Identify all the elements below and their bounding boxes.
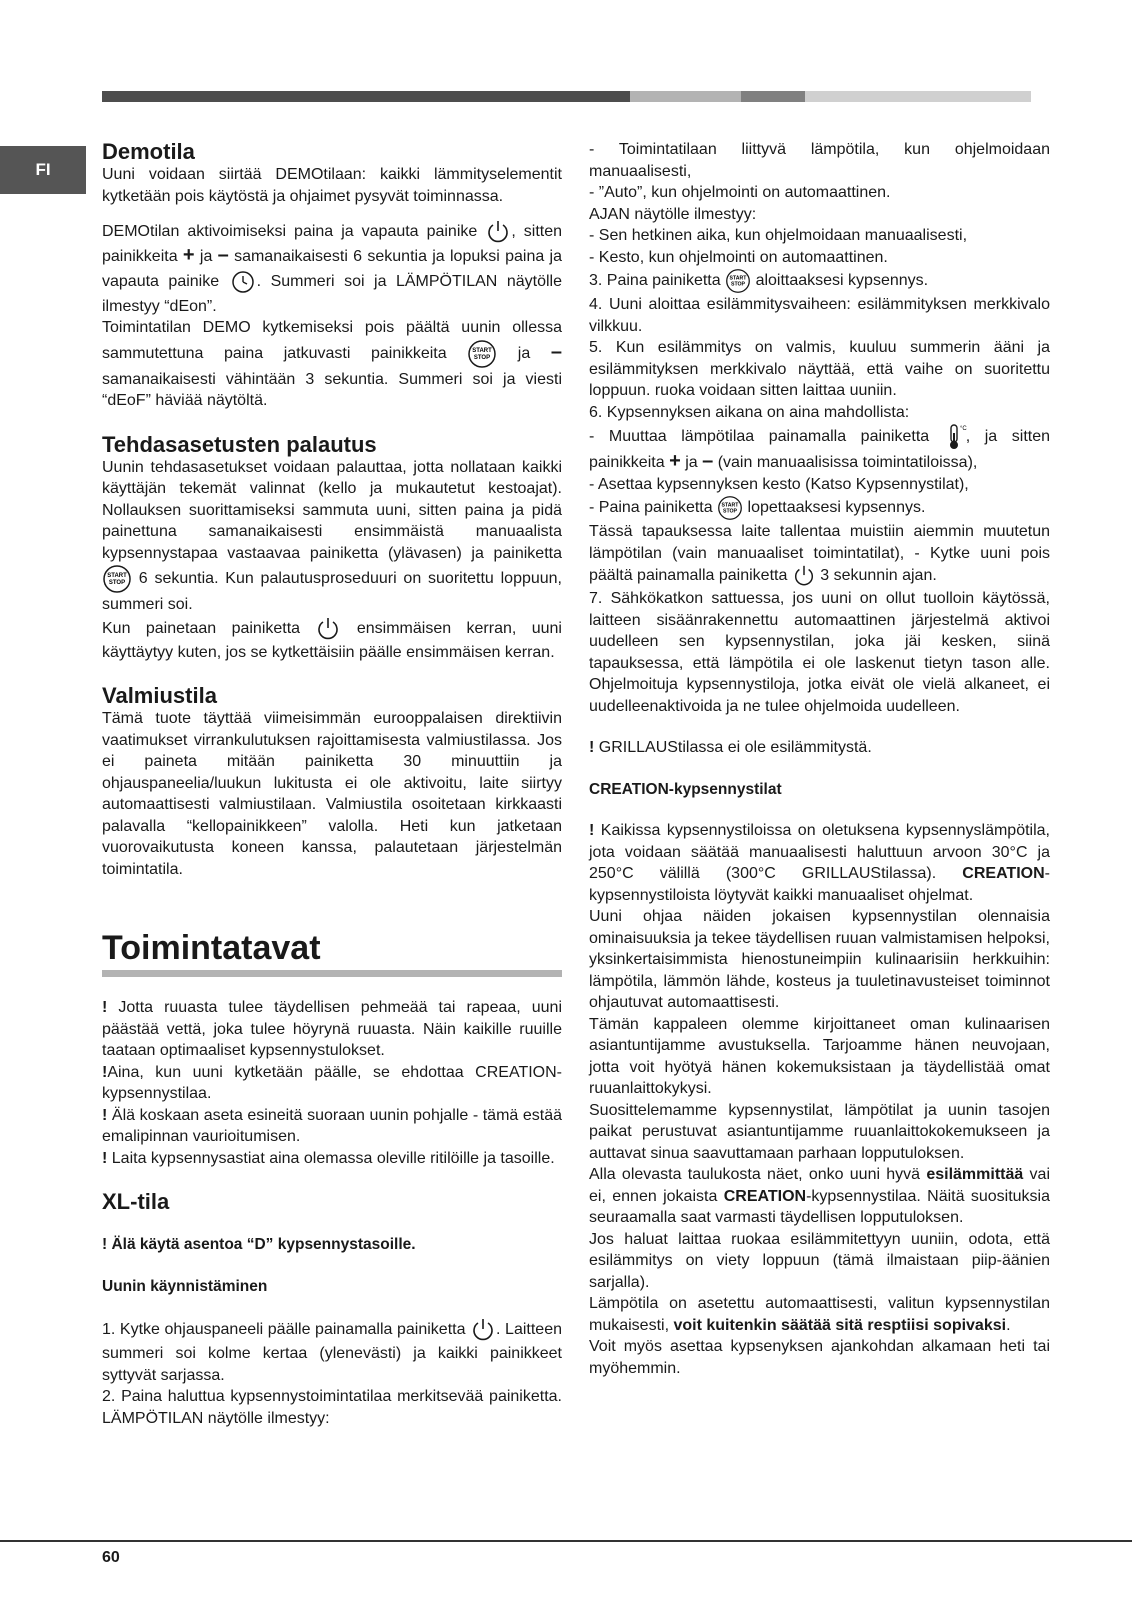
right-line-1: - Toimintatilaan liittyvä lämpötila, kun ohjelmoidaan manuaalisesti,: [589, 141, 1050, 180]
right-step-6-temp: - Muuttaa lämpötilaa painamalla painiketta °C , ja sitten painikkeita + ja – (vain manuaalisissa toimintatiloissa),: [589, 423, 1050, 474]
creation-paragraph-2: Uuni ohjaa näiden jokaisen kypsennystilan olennaisia ominaisuuksia ja tekee täydellisen ruuan valmistamisen helpoksi, yksinkertaisimmista hienostuneimpiin kulinaarisiin herkkuihin: lämpötila, lämmön lähde, kosteus ja tuuletinavusteiset toiminnot ohjautuvat automaattisesti.: [589, 908, 1050, 1011]
plus-icon: +: [182, 244, 195, 266]
creation-paragraph-1: ! Kaikissa kypsennystiloissa on oletuksena kypsennyslämpötila, jota voidaan säätää manuaalisesti haluttuun arvoon 30°C ja 250°C välillä (300°C GRILLAUStilassa). CREATION-kypsennystiloista löytyvät kaikki manuaaliset ohjelmat.: [589, 822, 1050, 904]
right-line-3: AJAN näytölle ilmestyy:: [589, 205, 757, 223]
creation-paragraph-6: Jos haluat laittaa ruokaa esilämmitettyyn uuniin, odota, että esilämmitys on viety loppuun (tämä ilmaistaan piip-äänien sarjalla).: [589, 1230, 1050, 1291]
svg-text:START: START: [472, 347, 492, 354]
power-icon: [792, 564, 816, 588]
start-step-1: 1. Kytke ohjauspaneeli päälle painamalla painiketta . Laitteen summeri soi kolme kertaa (ylenevästi) ja kaikki painikkeet syttyvät sarjassa.: [102, 1317, 562, 1386]
start-stop-icon: [467, 339, 497, 369]
heading-rule: [102, 970, 562, 977]
creation-paragraph-4: Suosittelemamme kypsennystilat, lämpötilat ja uunin tasojen paikat perustuvat asiantuntijamme ruuanlaittokokemukseen ja auttavat sinua saavuttamaan parhaan lopputuloksen.: [589, 1101, 1050, 1162]
creation-paragraph-8: Voit myös asettaa kypsenyksen ajankohdan alkamaan heti tai myöhemmin.: [589, 1338, 1050, 1377]
power-icon: [315, 616, 341, 642]
svg-text:STOP: STOP: [474, 354, 491, 361]
xl-warning: ! Älä käytä asentoa “D” kypsennystasoille.: [102, 1236, 416, 1253]
demo-paragraph-2: DEMOtilan aktivoimiseksi paina ja vapauta painike , sitten painikkeita + ja – samanaikaisesti 6 sekuntia ja lopuksi paina ja vapauta painike . Summeri soi ja LÄMPÖTILAN näytölle ilmestyy “dEon”.: [102, 219, 562, 317]
minus-icon: –: [217, 244, 229, 266]
exclamation-icon: !: [102, 1106, 112, 1124]
plus-icon: +: [669, 450, 681, 472]
standby-heading: Valmiustila: [102, 683, 217, 708]
note-2: !Aina, kun uuni kytketään päälle, se ehdottaa CREATION-kypsennystilaa.: [102, 1063, 562, 1102]
page-number: 60: [102, 1549, 120, 1566]
creation-paragraph-5: Alla olevasta taulukosta näet, onko uuni hyvä esilämmittää vai ei, ennen jokaista CREATION-kypsennystilaa. Näitä suosituksia seuraamalla saat varmasti täydellisen lopputuloksen.: [589, 1166, 1050, 1226]
start-stop-icon: [717, 495, 743, 521]
exclamation-icon: !: [102, 1149, 112, 1167]
power-icon: [485, 219, 511, 245]
svg-text:STOP: STOP: [108, 580, 126, 586]
reset-paragraph-2: Kun painetaan painiketta ensimmäisen kerran, uuni käyttäytyy kuten, jos se kytkettäisiin päälle ensimmäisen kerran.: [102, 616, 562, 664]
right-step-6: 6. Kypsennyksen aikana on aina mahdollista:: [589, 403, 910, 421]
svg-text:START: START: [729, 275, 747, 282]
start-step-2: 2. Paina haluttua kypsennystoimintatilaa merkitsevää painiketta. LÄMPÖTILAN näytölle ilmestyy:: [102, 1388, 562, 1427]
thermometer-icon: [944, 423, 966, 451]
header-bar-mid: [741, 91, 805, 102]
exclamation-icon: !: [102, 999, 119, 1016]
right-step-7: 7. Sähkökatkon sattuessa, jos uuni on ollut tuolloin käytössä, laitteen sisäänrakennettu automaattinen järjestelmä aktivoi uudelleen sen kypsennystilan, joka jäi kesken, siinä tapauksessa, että lämpötila ei ole laskenut tietyn tason alle. Ohjelmoituja kypsennystiloja, jotka eivät ole vielä alkaneet, ei uudelleenaktivoida ja ne tulee ohjelmoida uudelleen.: [589, 590, 1050, 715]
left-column: [102, 139, 562, 1429]
right-step-5: 5. Kun esilämmitys on valmis, kuuluu summerin ääni ja esilämmityksen merkkivalo näyttää, että vaihe on suoritettu loppuun. ruoka voidaan sitten laittaa uuniin.: [589, 339, 1050, 399]
creation-paragraph-7: Lämpötila on asetettu automaattisesti, valitun kypsennystilan mukaisesti, voit kuitenkin säätää sitä resptiisi sopivaksi.: [589, 1295, 1050, 1334]
reset-paragraph-1: Uunin tehdasasetukset voidaan palauttaa, jotta nollataan kaikki käyttäjän tekemät valinnat (kello ja mukautetut kestoajat). Nollauksen suorittamiseksi sammuta uuni, sitten paina ja pidä painettuna samanaikaisesti ensimmäistä manuaalista kypsennystapaa vastaavaa painiketta (ylävasen) ja painiketta START STOP 6 sekuntia. Kun palautusproseduuri on suoritettu loppuun, summeri soi.: [102, 458, 563, 613]
svg-text:START: START: [107, 573, 127, 579]
start-stop-icon: [102, 564, 132, 594]
header-bar-dark: [102, 91, 630, 102]
svg-text:START: START: [721, 502, 739, 509]
xl-heading: XL-tila: [102, 1189, 170, 1214]
demo-paragraph-1: Uuni voidaan siirtää DEMOtilaan: kaikki lämmityselementit kytketään pois käytöstä ja ohjaimet pysyvät toiminnassa.: [102, 166, 562, 205]
demo-paragraph-3: Toimintatilan DEMO kytkemiseksi pois päältä uunin ollessa sammutettuna paina jatkuvasti painikkeita START STOP ja – samanaikaisesti vähintään 3 sekuntia. Summeri soi ja viesti “dEoF” häviää näytöltä.: [102, 319, 562, 409]
exclamation-icon: !: [102, 1063, 108, 1081]
reset-heading: Tehdasasetusten palautus: [102, 431, 377, 457]
footer-rule: [0, 1540, 1132, 1542]
creation-heading: CREATION-kypsennystilat: [589, 780, 782, 798]
right-column: [589, 139, 1050, 1379]
right-step-6-memory: Tässä tapauksessa laite tallentaa muistiin aiemmin muutetun lämpötilan (vain manuaaliset toimintatilat), - Kytke uuni pois päältä painamalla painiketta 3 sekunnin ajan.: [589, 521, 1050, 588]
clock-icon: [229, 268, 257, 296]
minus-icon: –: [702, 450, 714, 472]
right-step-3: 3. Paina painiketta START STOP aloittaaksesi kypsennys.: [589, 268, 1050, 294]
exclamation-icon: !: [589, 739, 599, 756]
creation-paragraph-3: Tämän kappaleen olemme kirjoittaneet oman kulinaarisen asiantuntijamme avustuksella. Tarjoamme hänen neuvojaan, jotta voit hyötyä hänen kokemuksistaan ja täydellistää omat ruuanlaittokykysi.: [589, 1015, 1050, 1097]
right-line-4: - Sen hetkinen aika, kun ohjelmoidaan manuaalisesti,: [589, 227, 968, 244]
main-heading: Toimintatavat: [102, 929, 321, 967]
right-step-4: 4. Uuni aloittaa esilämmitysvaiheen: esilämmityksen merkkivalo vilkkuu.: [589, 296, 1050, 335]
exclamation-icon: !: [589, 822, 601, 839]
header-bar-light: [630, 91, 741, 102]
start-stop-icon: [725, 268, 751, 294]
note-1: ! Jotta ruuasta tulee täydellisen pehmeää tai rapeaa, uuni päästää vettä, joka tulee höyrynä ruuasta. Näin kaikille ruuille taataan optimaaliset kypsennystulokset.: [102, 999, 562, 1059]
note-3: ! Älä koskaan aseta esineitä suoraan uunin pohjalle - tämä estää emalipinnan vaurioitumisen.: [102, 1106, 562, 1145]
standby-paragraph: Tämä tuote täyttää viimeisimmän eurooppalaisen direktiivin vaatimukset virrankulutuksen rajoittamisesta valmiustilassa. Jos ei paineta mitään painiketta 30 minuuttiin ja ohjauspaneelia/luukun lukitusta ei ole aktivoitu, laite siirtyy automaattisesti valmiustilaan. Valmiustila osoitetaan kirkkaasti palavalla “kellopainikkeen” valolla. Heti kun jatketaan vuorovaikutusta koneen kanssa, palautetaan järjestelmän toimintatila.: [102, 710, 562, 878]
right-line-5: - Kesto, kun ohjelmointi on automaattinen.: [589, 248, 888, 266]
language-tab: FI: [0, 146, 86, 194]
start-heading: Uunin käynnistäminen: [102, 1277, 268, 1295]
right-line-2: - ”Auto”, kun ohjelmointi on automaattinen.: [589, 184, 891, 201]
svg-text:STOP: STOP: [731, 281, 746, 288]
note-4: ! Laita kypsennysastiat aina olemassa oleville ritilöille ja tasoille.: [102, 1149, 555, 1167]
right-step-6-duration: - Asettaa kypsennyksen kesto (Katso Kypsennystilat),: [589, 475, 969, 493]
header-bar-pale: [805, 91, 1031, 102]
minus-icon: –: [550, 340, 562, 363]
demo-heading: Demotila: [102, 139, 195, 164]
svg-text:STOP: STOP: [723, 508, 738, 515]
power-icon: [470, 1317, 496, 1343]
grill-note: ! GRILLAUStilassa ei ole esilämmitystä.: [589, 739, 872, 756]
exclamation-icon: !: [102, 1236, 112, 1253]
right-step-6-stop: - Paina painiketta START STOP lopettaaksesi kypsennys.: [589, 495, 1050, 521]
svg-text:°C: °C: [959, 426, 967, 432]
